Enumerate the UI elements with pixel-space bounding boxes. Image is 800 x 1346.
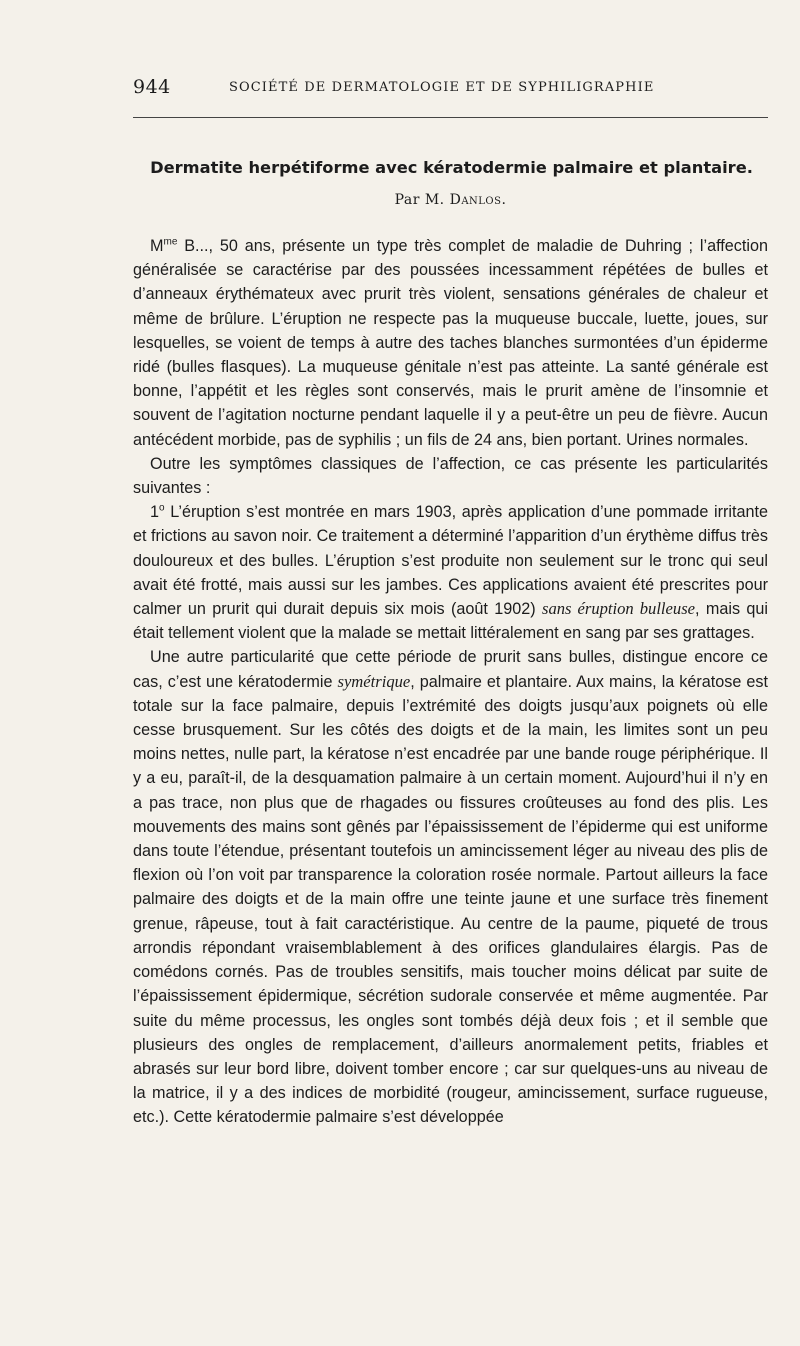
author-name: Danlos. <box>449 192 507 208</box>
paragraph-4-text-a: Une autre particularité que cette période de prurit sans bulles, distingue encore ce cas, c’est une kératodermie <box>133 648 768 691</box>
paragraph-3-text-b: , mais qui était tellement violent que la malade se mettait littéralement en sang par ses grattages. <box>133 600 769 643</box>
paragraph-4-text-b: , palmaire et plantaire. Aux mains, la kératose est totale sur la face palmaire, depuis l’extrémité des doigts jusqu’aux poignets où elle cesse brusquement. Sur les côtés des doigts et de la main, les limites sont un peu moins nettes, nulle part, la kératose n’est encadrée par une bande rouge périphérique. Il y a eu, paraît-il, de la desquamation palmaire à un certain moment. Aujourd’hui il n’y en a pas trace, non plus que de rhagades ou fissures croûteuses au fond des plis. Les mouvements des mains sont gênés par l’épaississement de l’épiderme qui est uniforme dans toute l’étendue, présentant toutefois un amincissement léger au niveau des plis de flexion où l’on voit par transparence la coloration rosée normale. Partout ailleurs la face palmaire des doigts et de la main offre une teinte jaune et une surface très finement grenue, râpeuse, tout à fait caractéristique. Au centre de la paume, piqueté de trous arrondis répondant vraisemblablement à des orifices glandulaires élargis. Pas de comédons cornés. Pas de troubles sensitifs, mais toucher moins délicat par suite de l’épaississement épidermique, sécrétion sudorale conservée et même augmentée. Par suite du même processus, les ongles sont tombés déjà deux fois ; et il semble que plusieurs des ongles de remplacement, d’ailleurs anormalement petits, friables et abrasés sur leur bord libre, doivent tomber encore ; car sur quelques-uns au niveau de la matrice, il y a des indices de morbidité (rougeur, amincissement, surface rugueuse, etc.). Cette kératodermie palmaire s’est développée <box>133 672 768 1127</box>
paragraph-3-italic: sans éruption bulleuse <box>541 599 696 619</box>
paragraph-3-text-a: L’éruption s’est montrée en mars 1903, après application d’une pommade irritante et frictions au savon noir. Ce traitement a déterminé l’apparition d’un érythème diffus très douloureux et des bulles. L’éruption s’est produite non seulement sur le tronc qui seul avait été frotté, mais aussi sur les jambes. Ces applications avaient été prescrites pour calmer un prurit qui durait depuis six mois (août 1902) <box>133 503 768 619</box>
list-number: 1 <box>150 503 160 522</box>
paragraph-4 <box>133 645 768 1129</box>
paragraph-4-italic: symétrique <box>337 671 411 691</box>
article-title: Dermatite herpétiforme avec kératodermie palmaire et plantaire. <box>150 158 753 177</box>
honorific-superscript: me <box>163 236 178 248</box>
running-head <box>133 76 768 104</box>
byline-prefix: Par M. <box>394 192 445 208</box>
byline <box>133 192 768 208</box>
journal-title: SOCIÉTÉ DE DERMATOLOGIE ET DE SYPHILIGRAPHIE <box>229 80 655 95</box>
list-number-superscript: o <box>159 502 165 514</box>
header-rule <box>133 117 768 118</box>
paragraph-1-text: B..., 50 ans, présente un type très complet de maladie de Duhring ; l’affection généralisée se caractérise par des poussées incessamment répétées de bulles et d’anneaux érythémateux avec prurit très violent, sensations générales de chaleur et même de brûlure. L’éruption ne respecte pas la muqueuse buccale, luette, joues, sur lesquelles, se voient de temps à autre des taches blanches surmontées d’un épiderme ridé (bulles flasques). La muqueuse génitale n’est pas atteinte. La santé générale est bonne, l’appétit et les règles sont conservés, mais le prurit amène de l’insomnie et souvent de l’agitation nocturne pendant laquelle il y a peut-être un peu de fièvre. Aucun antécédent morbide, pas de syphilis ; un fils de 24 ans, bien portant. Urines normales. <box>133 237 768 449</box>
paragraph-1 <box>133 234 768 452</box>
page-number: 944 <box>133 76 171 98</box>
paragraph-3 <box>133 500 768 645</box>
paragraph-2: Outre les symptômes classiques de l’affection, ce cas présente les particularités suivantes : <box>133 454 768 498</box>
honorific: M <box>150 237 164 255</box>
article-body <box>133 234 768 1130</box>
